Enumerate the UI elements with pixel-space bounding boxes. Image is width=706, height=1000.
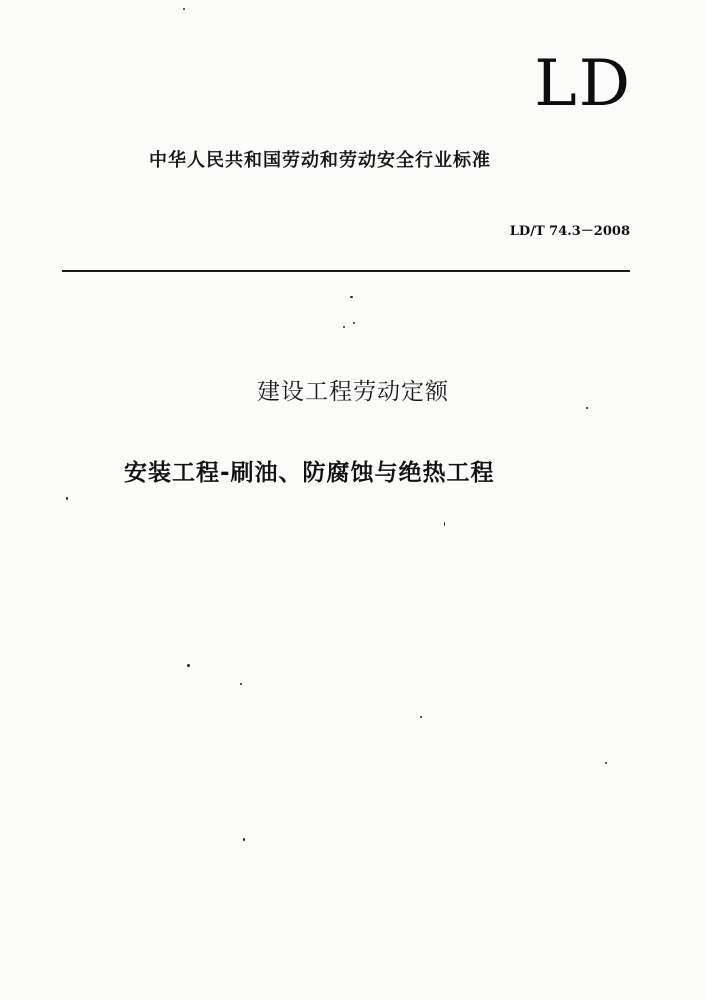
scan-speck [444, 522, 445, 526]
scan-speck [350, 296, 353, 298]
scan-speck [187, 664, 190, 667]
standard-code: LD/T 74.3－2008 [509, 224, 630, 239]
ld-logo: LD [534, 47, 632, 121]
document-title: 建设工程劳动定额 [257, 379, 449, 405]
issuer-heading: 中华人民共和国劳动和劳动安全行业标准 [149, 150, 491, 171]
scan-speck [66, 497, 68, 500]
scan-speck [343, 326, 345, 328]
document-subtitle: 安装工程-刷油、防腐蚀与绝热工程 [124, 460, 495, 486]
scan-speck [240, 683, 242, 685]
scan-speck [243, 838, 245, 841]
scan-speck [586, 407, 588, 409]
scan-speck [183, 8, 185, 10]
scan-speck [420, 716, 422, 718]
header-divider [62, 270, 630, 272]
scan-speck [353, 322, 355, 324]
scan-speck [605, 762, 607, 764]
